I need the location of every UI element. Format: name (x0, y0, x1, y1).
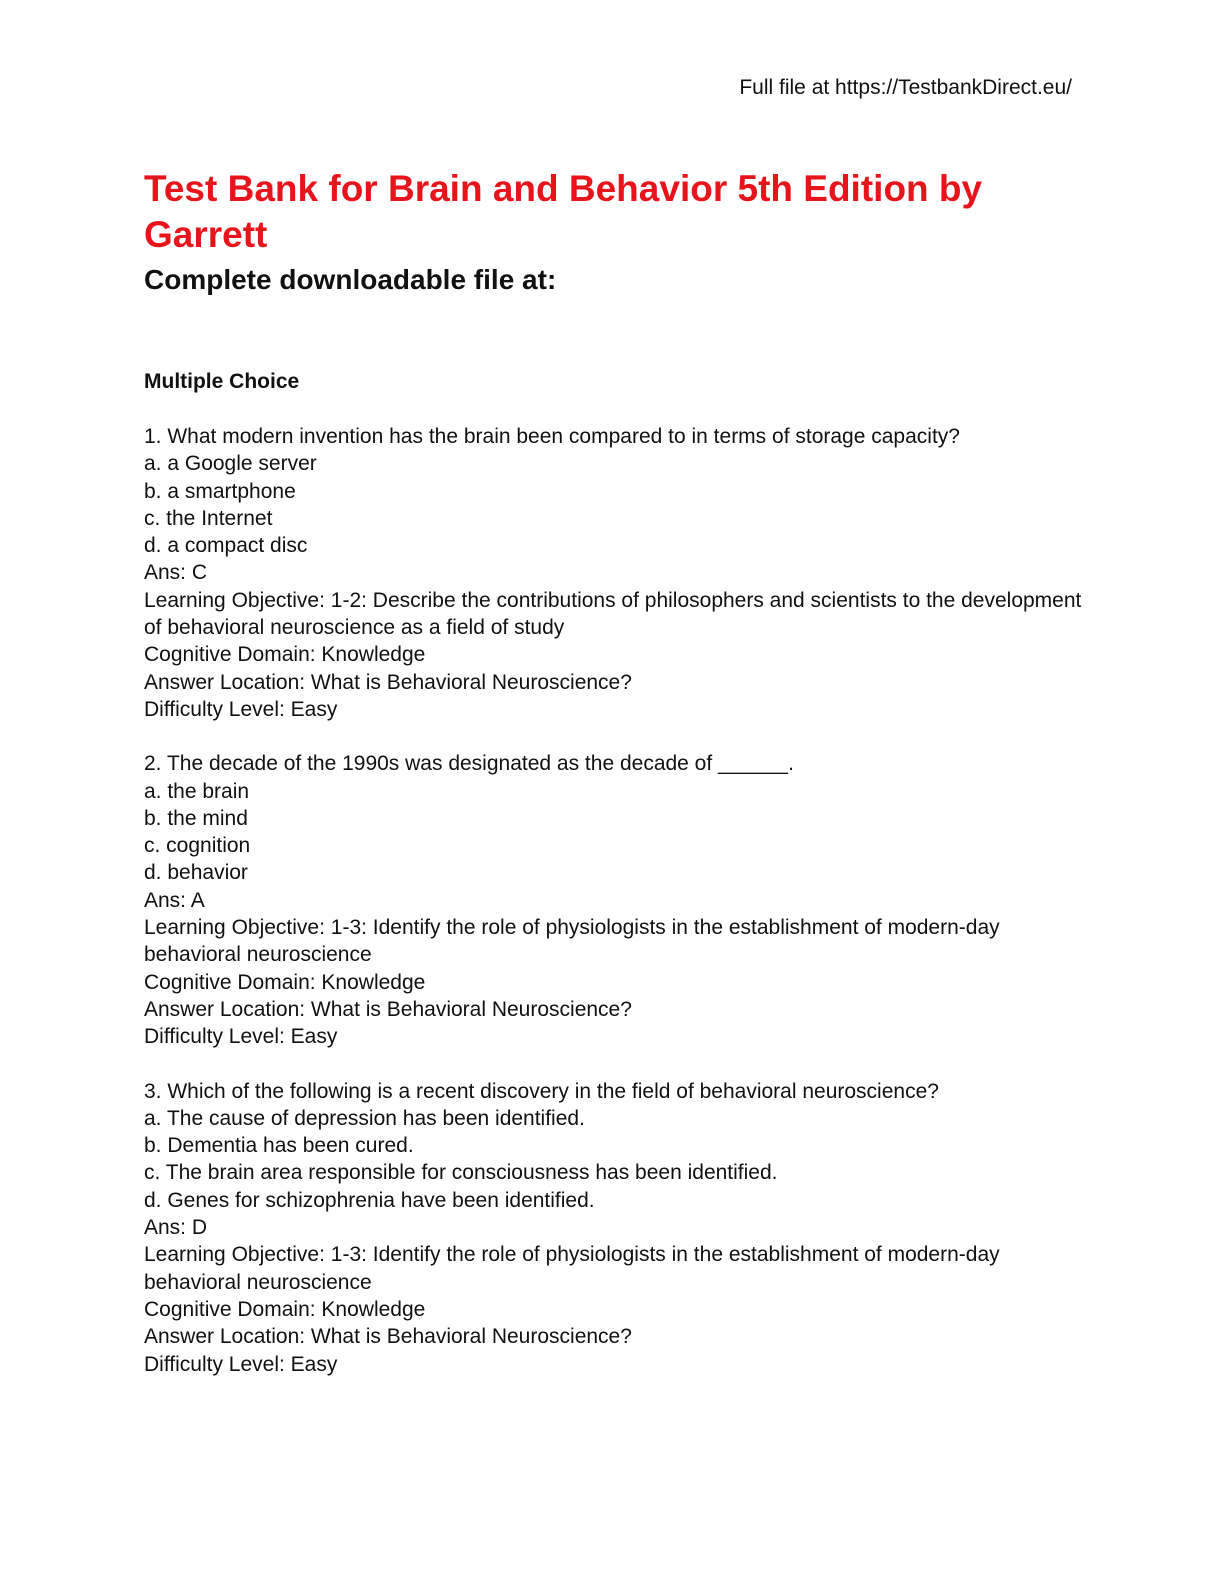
question-item (144, 1078, 1084, 1378)
difficulty-level: Difficulty Level: Easy (144, 1352, 338, 1376)
answer-option: b. a smartphone (144, 479, 296, 503)
difficulty-level: Difficulty Level: Easy (144, 1025, 338, 1049)
answer-option: d. Genes for schizophrenia have been identified. (144, 1188, 595, 1212)
section-heading: Multiple Choice (144, 370, 300, 393)
cognitive-domain: Cognitive Domain: Knowledge (144, 1297, 426, 1321)
document-body (144, 166, 1084, 1405)
answer-key: Ans: A (144, 888, 205, 912)
question-item (144, 423, 1084, 723)
answer-option: d. behavior (144, 861, 248, 885)
answer-option: a. the brain (144, 779, 250, 803)
question-item (144, 750, 1084, 1050)
question-list (144, 423, 1084, 1378)
learning-objective: Learning Objective: 1-3: Identify the role of physiologists in the establishment of modern-day behavioral neuroscience (144, 1243, 1000, 1294)
document-subtitle: Complete downloadable file at: (144, 264, 557, 295)
answer-option: b. Dementia has been cured. (144, 1134, 414, 1158)
answer-option: b. the mind (144, 806, 248, 830)
answer-key: Ans: C (144, 561, 208, 585)
answer-option: a. a Google server (144, 452, 317, 476)
learning-objective: Learning Objective: 1-3: Identify the role of physiologists in the establishment of modern-day behavioral neuroscience (144, 916, 1000, 967)
answer-option: c. cognition (144, 834, 251, 858)
document-title: Test Bank for Brain and Behavior 5th Edition by Garrett (144, 168, 983, 255)
answer-option: c. The brain area responsible for consciousness has been identified. (144, 1161, 778, 1185)
answer-option: d. a compact disc (144, 534, 308, 558)
cognitive-domain: Cognitive Domain: Knowledge (144, 970, 426, 994)
answer-key: Ans: D (144, 1216, 208, 1240)
cognitive-domain: Cognitive Domain: Knowledge (144, 643, 426, 667)
answer-option: a. The cause of depression has been identified. (144, 1106, 585, 1130)
answer-location: Answer Location: What is Behavioral Neuroscience? (144, 670, 632, 694)
question-stem: 1. What modern invention has the brain been compared to in terms of storage capacity? (144, 425, 960, 448)
answer-location: Answer Location: What is Behavioral Neuroscience? (144, 1325, 632, 1349)
question-stem: 2. The decade of the 1990s was designated as the decade of ______. (144, 752, 794, 776)
difficulty-level: Difficulty Level: Easy (144, 697, 338, 721)
question-stem: 3. Which of the following is a recent discovery in the field of behavioral neuroscience? (144, 1079, 939, 1103)
header-link[interactable]: Full file at https://TestbankDirect.eu/ (739, 76, 1072, 99)
learning-objective: Learning Objective: 1-2: Describe the contributions of philosophers and scientists to the development of behavioral neuroscience as a field of study (144, 588, 1082, 640)
answer-option: c. the Internet (144, 506, 273, 530)
answer-location: Answer Location: What is Behavioral Neuroscience? (144, 997, 632, 1021)
